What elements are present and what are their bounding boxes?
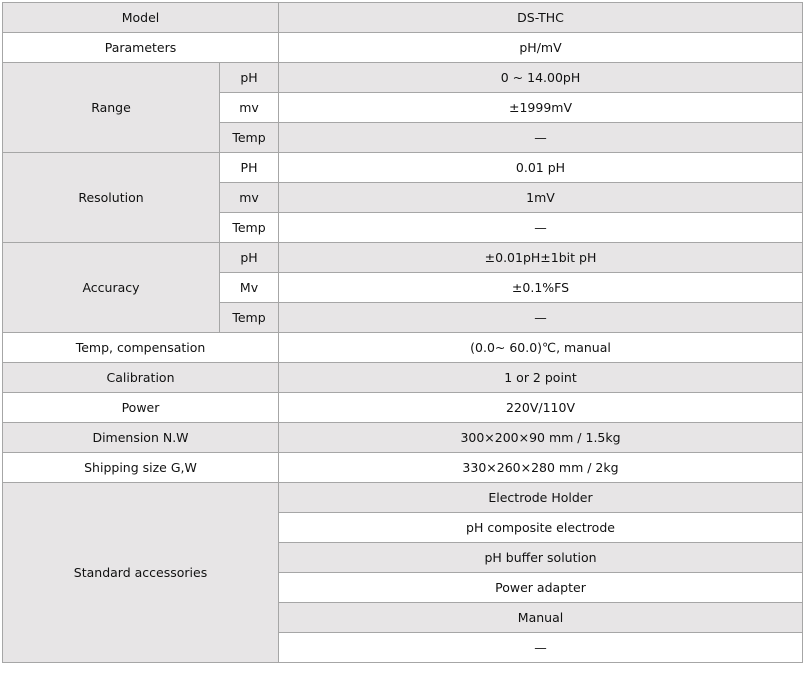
table-row-accessory	[3, 483, 803, 513]
range-sub-value: —	[279, 123, 803, 153]
table-row-range-ph	[3, 63, 803, 93]
temp-compensation-value: (0.0~ 60.0)℃, manual	[279, 333, 803, 363]
range-sub-value: 0 ~ 14.00pH	[279, 63, 803, 93]
temp-compensation-label: Temp, compensation	[3, 333, 279, 363]
range-label: Range	[3, 63, 220, 153]
spec-table	[2, 2, 803, 663]
resolution-sub-value: 1mV	[279, 183, 803, 213]
range-sub-label: Temp	[220, 123, 279, 153]
range-sub-label: pH	[220, 63, 279, 93]
accessory-item: Manual	[279, 603, 803, 633]
table-row-model	[3, 3, 803, 33]
parameters-value: pH/mV	[279, 33, 803, 63]
table-row-dimension	[3, 423, 803, 453]
resolution-label: Resolution	[3, 153, 220, 243]
shipping-value: 330×260×280 mm / 2kg	[279, 453, 803, 483]
accessory-item: Power adapter	[279, 573, 803, 603]
accessories-label: Standard accessories	[3, 483, 279, 663]
power-label: Power	[3, 393, 279, 423]
table-row-resolution-ph	[3, 153, 803, 183]
model-value: DS-THC	[279, 3, 803, 33]
accessory-item: pH composite electrode	[279, 513, 803, 543]
accuracy-label: Accuracy	[3, 243, 220, 333]
dimension-label: Dimension N.W	[3, 423, 279, 453]
range-sub-label: mv	[220, 93, 279, 123]
accuracy-sub-label: Mv	[220, 273, 279, 303]
calibration-label: Calibration	[3, 363, 279, 393]
accessory-item: Electrode Holder	[279, 483, 803, 513]
resolution-sub-label: PH	[220, 153, 279, 183]
accessory-item: —	[279, 633, 803, 663]
table-row-accuracy-ph	[3, 243, 803, 273]
table-row-shipping	[3, 453, 803, 483]
range-sub-value: ±1999mV	[279, 93, 803, 123]
table-row-parameters	[3, 33, 803, 63]
resolution-sub-label: mv	[220, 183, 279, 213]
accuracy-sub-label: pH	[220, 243, 279, 273]
table-row-power	[3, 393, 803, 423]
calibration-value: 1 or 2 point	[279, 363, 803, 393]
table-row-temp-compensation	[3, 333, 803, 363]
resolution-sub-value: 0.01 pH	[279, 153, 803, 183]
power-value: 220V/110V	[279, 393, 803, 423]
accuracy-sub-label: Temp	[220, 303, 279, 333]
accuracy-sub-value: ±0.1%FS	[279, 273, 803, 303]
parameters-label: Parameters	[3, 33, 279, 63]
table-row-calibration	[3, 363, 803, 393]
resolution-sub-value: —	[279, 213, 803, 243]
dimension-value: 300×200×90 mm / 1.5kg	[279, 423, 803, 453]
resolution-sub-label: Temp	[220, 213, 279, 243]
accuracy-sub-value: ±0.01pH±1bit pH	[279, 243, 803, 273]
model-label: Model	[3, 3, 279, 33]
accessory-item: pH buffer solution	[279, 543, 803, 573]
shipping-label: Shipping size G,W	[3, 453, 279, 483]
accuracy-sub-value: —	[279, 303, 803, 333]
